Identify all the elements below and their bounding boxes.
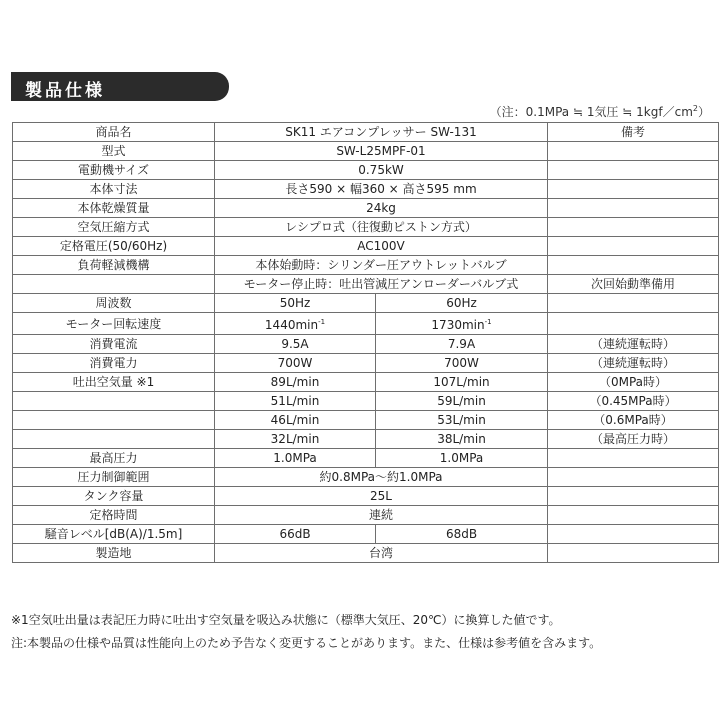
label-rpm: モーター回転速度 — [13, 313, 215, 335]
value-air-60: 53L/min — [376, 411, 548, 430]
remark-cell — [548, 218, 719, 237]
value-voltage: AC100V — [215, 237, 548, 256]
remark-cell — [548, 487, 719, 506]
value-air-60: 107L/min — [376, 373, 548, 392]
table-row — [13, 335, 719, 354]
remark-cell — [548, 142, 719, 161]
remark-cell — [548, 506, 719, 525]
value-rpm-60 — [376, 313, 548, 335]
label-current: 消費電流 — [13, 335, 215, 354]
rpm-60-text: 1730min — [431, 318, 485, 332]
table-row — [13, 180, 719, 199]
value-air-60: 38L/min — [376, 430, 548, 449]
value-compression: レシプロ式（往復動ピストン方式） — [215, 218, 548, 237]
label-product-name: 商品名 — [13, 123, 215, 142]
label-noise: 騒音レベル[dB(A)/1.5m] — [13, 525, 215, 544]
label-origin: 製造地 — [13, 544, 215, 563]
value-load-reduction-2: モーター停止時：吐出管減圧アンローダーバルブ式 — [215, 275, 548, 294]
remark-air: （0.45MPa時） — [548, 392, 719, 411]
table-row — [13, 487, 719, 506]
label-dimensions: 本体寸法 — [13, 180, 215, 199]
label-cell-empty — [13, 275, 215, 294]
remark-cell — [548, 294, 719, 313]
table-row — [13, 506, 719, 525]
table-row — [13, 430, 719, 449]
label-air-delivery: 吐出空気量 ※1 — [13, 373, 215, 392]
remark-cell — [548, 544, 719, 563]
value-noise-50: 66dB — [215, 525, 376, 544]
table-row — [13, 411, 719, 430]
value-air-60: 59L/min — [376, 392, 548, 411]
rpm-50-text: 1440min — [264, 318, 319, 332]
label-rating-time: 定格時間 — [13, 506, 215, 525]
section-title: 製品仕様 — [25, 81, 105, 101]
value-current-50: 9.5A — [215, 335, 376, 354]
label-voltage: 定格電圧(50/60Hz) — [13, 237, 215, 256]
table-row — [13, 354, 719, 373]
remark-cell — [548, 161, 719, 180]
value-power-60: 700W — [376, 354, 548, 373]
value-max-pressure-60: 1.0MPa — [376, 449, 548, 468]
unit-note — [490, 103, 710, 120]
label-motor-size: 電動機サイズ — [13, 161, 215, 180]
table-row — [13, 392, 719, 411]
label-cell-empty — [13, 411, 215, 430]
remark-cell — [548, 199, 719, 218]
value-frequency-60: 60Hz — [376, 294, 548, 313]
remark-cell — [548, 313, 719, 335]
label-model: 型式 — [13, 142, 215, 161]
table-row — [13, 468, 719, 487]
remark-cell — [548, 468, 719, 487]
remark-power: （連続運転時） — [548, 354, 719, 373]
table-row — [13, 237, 719, 256]
table-row — [13, 142, 719, 161]
label-weight: 本体乾燥質量 — [13, 199, 215, 218]
label-load-reduction: 負荷軽減機構 — [13, 256, 215, 275]
value-air-50: 51L/min — [215, 392, 376, 411]
value-motor-size: 0.75kW — [215, 161, 548, 180]
value-rating-time: 連続 — [215, 506, 548, 525]
footnote-2: 注:本製品の仕様や品質は性能向上のため予告なく変更することがあります。また、仕様は参考値を含みます。 — [11, 636, 602, 650]
label-pressure-range: 圧力制御範囲 — [13, 468, 215, 487]
value-load-reduction-1: 本体始動時：シリンダー圧アウトレットバルブ — [215, 256, 548, 275]
remark-air: （最高圧力時） — [548, 430, 719, 449]
value-model: SW-L25MPF-01 — [215, 142, 548, 161]
remark-cell — [548, 256, 719, 275]
remark-air: （0MPa時） — [548, 373, 719, 392]
footnote-1: ※1空気吐出量は表記圧力時に吐出す空気量を吸込み状態に（標準大気圧、20℃）に換算した値です。 — [11, 613, 561, 627]
section-title-bar — [11, 72, 229, 101]
spec-table — [12, 122, 719, 563]
label-cell-empty — [13, 392, 215, 411]
label-frequency: 周波数 — [13, 294, 215, 313]
rpm-50-sup: -1 — [318, 318, 326, 326]
value-air-50: 46L/min — [215, 411, 376, 430]
remark-cell — [548, 180, 719, 199]
table-row — [13, 294, 719, 313]
remark-next-start: 次回始動準備用 — [548, 275, 719, 294]
value-air-50: 32L/min — [215, 430, 376, 449]
value-frequency-50: 50Hz — [215, 294, 376, 313]
value-origin: 台湾 — [215, 544, 548, 563]
value-dimensions: 長さ590 × 幅360 × 高さ595 mm — [215, 180, 548, 199]
unit-note-sup: 2 — [692, 104, 698, 113]
table-row — [13, 313, 719, 335]
unit-note-close: ） — [697, 105, 710, 119]
value-rpm-50 — [215, 313, 376, 335]
rpm-60-sup: -1 — [484, 318, 492, 326]
remark-current: （連続運転時） — [548, 335, 719, 354]
value-air-50: 89L/min — [215, 373, 376, 392]
remark-cell — [548, 449, 719, 468]
remark-air: （0.6MPa時） — [548, 411, 719, 430]
label-power: 消費電力 — [13, 354, 215, 373]
value-noise-60: 68dB — [376, 525, 548, 544]
table-row — [13, 525, 719, 544]
remark-cell — [548, 237, 719, 256]
table-row — [13, 199, 719, 218]
table-row — [13, 449, 719, 468]
label-tank: タンク容量 — [13, 487, 215, 506]
value-power-50: 700W — [215, 354, 376, 373]
table-row — [13, 544, 719, 563]
table-row — [13, 275, 719, 294]
label-max-pressure: 最高圧力 — [13, 449, 215, 468]
unit-note-text: （注：0.1MPa ≒ 1気圧 ≒ 1kgf／cm — [489, 105, 693, 119]
value-max-pressure-50: 1.0MPa — [215, 449, 376, 468]
header-remarks: 備考 — [548, 123, 719, 142]
value-weight: 24kg — [215, 199, 548, 218]
table-row — [13, 373, 719, 392]
label-compression: 空気圧縮方式 — [13, 218, 215, 237]
table-row — [13, 218, 719, 237]
table-row — [13, 161, 719, 180]
value-product-name: SK11 エアコンプレッサー SW-131 — [215, 123, 548, 142]
value-tank: 25L — [215, 487, 548, 506]
value-pressure-range: 約0.8MPa〜約1.0MPa — [215, 468, 548, 487]
table-row — [13, 123, 719, 142]
label-cell-empty — [13, 430, 215, 449]
remark-cell — [548, 525, 719, 544]
table-row — [13, 256, 719, 275]
value-current-60: 7.9A — [376, 335, 548, 354]
